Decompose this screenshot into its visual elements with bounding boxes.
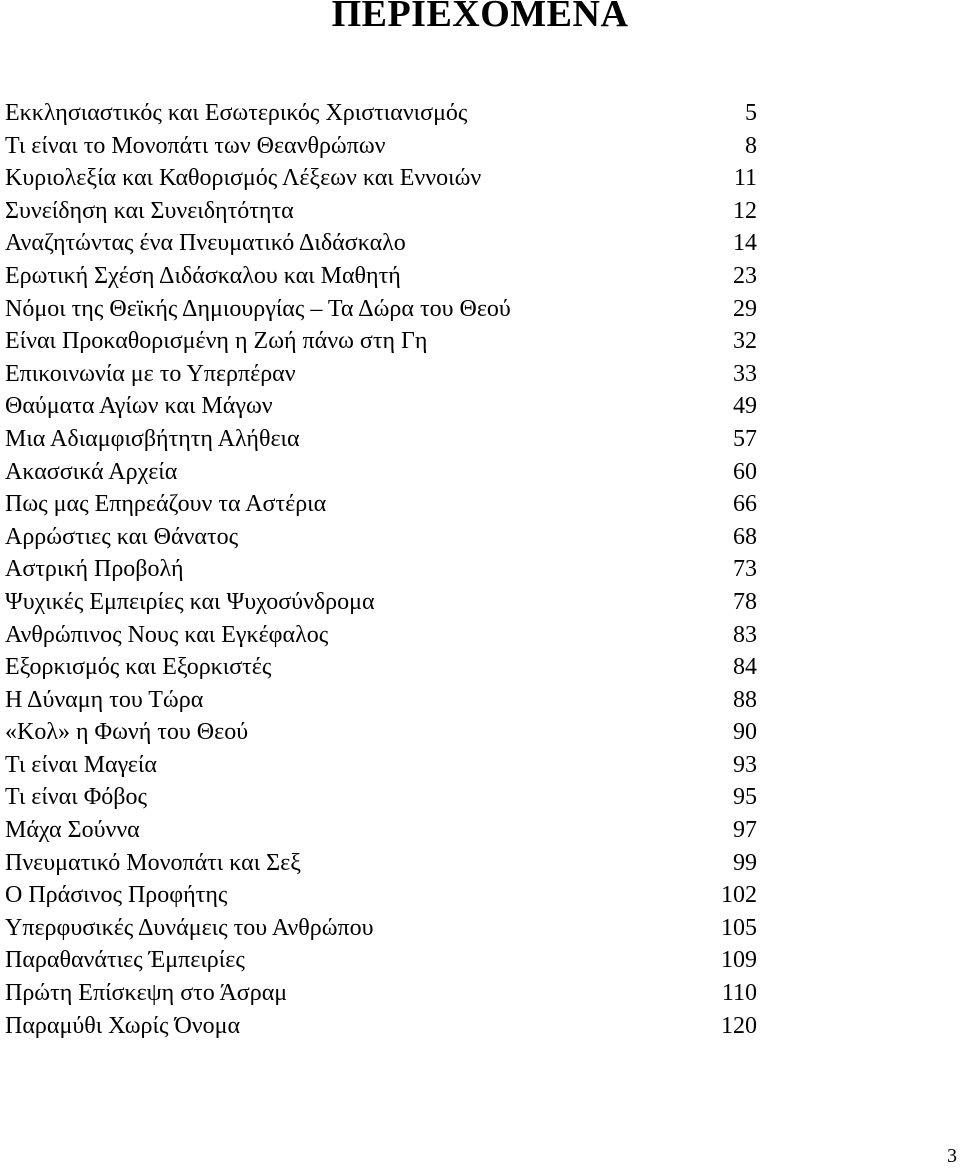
page-number: 3 (947, 1145, 957, 1167)
toc-entry-page: 57 (733, 425, 757, 452)
toc-entry (5, 749, 757, 782)
toc-entry (5, 195, 757, 228)
toc-entry-title: Τι είναι το Μονοπάτι των Θεανθρώπων (5, 132, 386, 159)
toc-entry (5, 293, 757, 326)
toc-entry (5, 651, 757, 684)
toc-entry-title: Επικοινωνία με το Υπερπέραν (5, 360, 296, 387)
toc-entry-page: 90 (733, 719, 757, 746)
toc-entry (5, 162, 757, 195)
toc-entry-page: 14 (733, 230, 757, 257)
toc-entry (5, 781, 757, 814)
toc-entry-page: 8 (745, 132, 757, 159)
toc-entry-title: Πνευματικό Μονοπάτι και Σεξ (5, 849, 301, 876)
toc-entry-title: Τι είναι Μαγεία (5, 751, 157, 778)
toc-entry-title: Είναι Προκαθορισμένη η Ζωή πάνω στη Γη (5, 328, 428, 355)
toc-entry (5, 97, 757, 130)
toc-entry-page: 29 (733, 295, 757, 322)
toc-entry-page: 78 (733, 588, 757, 615)
toc-entry-page: 32 (733, 328, 757, 355)
toc-entry-title: Κυριολεξία και Καθορισμός Λέξεων και Εννοιών (5, 165, 482, 192)
toc-entry-page: 5 (745, 100, 757, 126)
toc-entry-title: Ο Πράσινος Προφήτης (5, 882, 228, 909)
toc-entry (5, 130, 757, 163)
toc-entry (5, 716, 757, 749)
toc-entry-page: 60 (733, 458, 757, 485)
toc-entry-page: 12 (733, 197, 757, 224)
toc-entry-title: Υπερφυσικές Δυνάμεις του Ανθρώπου (5, 914, 374, 941)
toc-entry-page: 99 (733, 849, 757, 876)
toc-entry-page: 49 (733, 393, 757, 420)
toc-entry-title: Αστρική Προβολή (5, 556, 184, 583)
toc-entry (5, 521, 757, 554)
toc-entry-page: 95 (733, 784, 757, 811)
toc-entry-page: 23 (733, 262, 757, 289)
toc-entry-title: Θαύματα Αγίων και Μάγων (5, 393, 273, 420)
toc-entry (5, 325, 757, 358)
toc-entry (5, 1010, 757, 1043)
toc-entry-title: Τι είναι Φόβος (5, 784, 147, 811)
toc-entry (5, 847, 757, 880)
toc-entry-title: Η Δύναμη του Τώρα (5, 686, 204, 713)
toc-entry-title: Αναζητώντας ένα Πνευματικό Διδάσκαλο (5, 230, 406, 257)
toc-entry-page: 109 (721, 947, 757, 974)
table-of-contents (5, 97, 757, 1042)
toc-entry (5, 879, 757, 912)
toc-entry-page: 102 (721, 882, 757, 909)
toc-entry-page: 33 (733, 360, 757, 387)
toc-entry-title: «Κολ» η Φωνή του Θεού (5, 719, 249, 746)
toc-entry (5, 488, 757, 521)
toc-entry (5, 684, 757, 717)
toc-entry (5, 390, 757, 423)
toc-entry (5, 456, 757, 489)
toc-entry-page: 120 (721, 1012, 757, 1039)
toc-entry (5, 260, 757, 293)
toc-entry-title: Μάχα Σούννα (5, 817, 140, 844)
toc-entry-page: 110 (721, 980, 757, 1007)
toc-entry-page: 68 (733, 523, 757, 550)
toc-entry-page: 105 (721, 914, 757, 941)
toc-entry-title: Ερωτική Σχέση Διδάσκαλου και Μαθητή (5, 262, 401, 289)
toc-entry (5, 423, 757, 456)
toc-entry-title: Πως μας Επηρεάζουν τα Αστέρια (5, 491, 327, 518)
toc-entry (5, 553, 757, 586)
toc-entry-page: 88 (733, 686, 757, 713)
toc-entry-title: Εξορκισμός και Εξορκιστές (5, 654, 272, 681)
toc-entry-title: Μια Αδιαμφισβήτητη Αλήθεια (5, 425, 300, 452)
toc-entry-page: 93 (733, 751, 757, 778)
toc-entry (5, 358, 757, 391)
toc-entry-title: Πρώτη Επίσκεψη στο Άσραμ (5, 980, 288, 1007)
toc-entry (5, 944, 757, 977)
toc-entry (5, 814, 757, 847)
toc-entry-title: Ψυχικές Εμπειρίες και Ψυχοσύνδρομα (5, 588, 375, 615)
toc-entry (5, 227, 757, 260)
toc-entry-page: 83 (733, 621, 757, 648)
toc-entry (5, 586, 757, 619)
page-title: ΠΕΡΙΕΧΟΜΕΝΑ (331, 0, 629, 35)
toc-entry-title: Ανθρώπινος Νους και Εγκέφαλος (5, 621, 329, 648)
toc-entry-page: 66 (733, 491, 757, 518)
toc-entry-page: 11 (733, 165, 757, 192)
toc-entry-title: Εκκλησιαστικός και Εσωτερικός Χριστιανισμός (5, 100, 468, 126)
toc-entry-title: Νόμοι της Θεϊκής Δημιουργίας – Τα Δώρα του Θεού (5, 295, 511, 322)
toc-entry-title: Αρρώστιες και Θάνατος (5, 523, 239, 550)
toc-entry-page: 73 (733, 556, 757, 583)
toc-entry-title: Συνείδηση και Συνειδητότητα (5, 197, 294, 224)
toc-entry-page: 97 (733, 817, 757, 844)
toc-entry-title: Παραθανάτιες Έμπειρίες (5, 947, 245, 974)
toc-entry (5, 619, 757, 652)
toc-entry-title: Ακασσικά Αρχεία (5, 458, 178, 485)
toc-entry-title: Παραμύθι Χωρίς Όνομα (5, 1012, 241, 1039)
toc-entry (5, 912, 757, 945)
toc-entry (5, 977, 757, 1010)
toc-entry-page: 84 (733, 654, 757, 681)
